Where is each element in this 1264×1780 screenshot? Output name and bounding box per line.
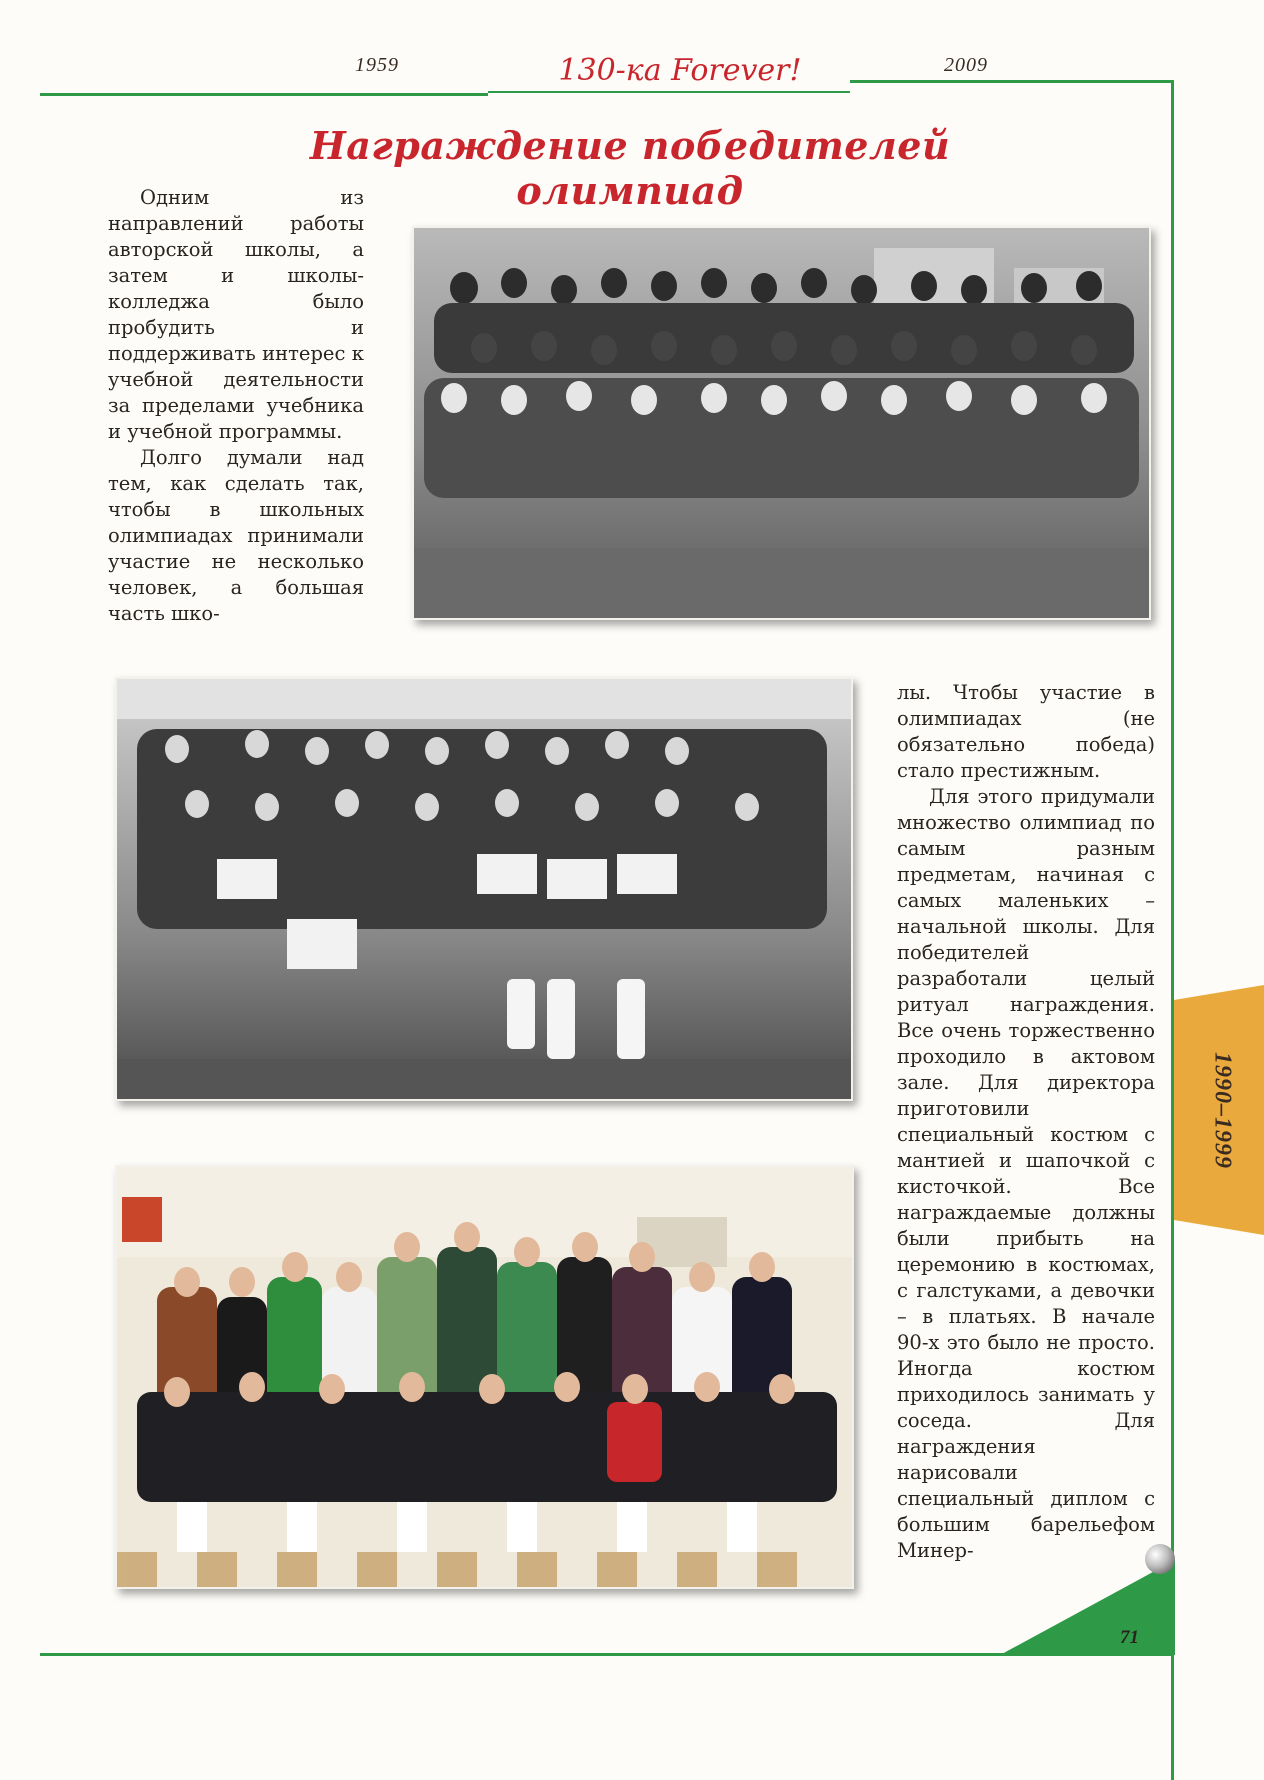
header-year-start: 1959 — [355, 54, 399, 76]
group-photo-3 — [115, 1165, 854, 1589]
decade-tab-label: 1990–1999 — [1209, 1051, 1236, 1169]
left-paragraph-1: Одним из направлений работы авторской школы, а затем и школы-колледжа было пробудить и поддерживать интерес к учебной деятельности за пределами учебника и учебной программы. — [108, 186, 364, 443]
frame-line-top-right — [850, 80, 1174, 83]
group-photo-1 — [412, 226, 1151, 620]
masthead-text: 130-ка Forever! — [558, 53, 802, 88]
corner-green-wedge — [1000, 1560, 1175, 1655]
right-paragraph-1: лы. Чтобы участие в олимпиадах (не обязательно победа) стало престижным. — [897, 681, 1155, 782]
page-number: 71 — [1120, 1627, 1139, 1648]
group-photo-2 — [115, 677, 853, 1101]
right-column-text — [897, 680, 1155, 1564]
frame-line-right — [1171, 80, 1174, 1780]
right-paragraph-2: Для этого придумали множество олимпиад по самым разным предметам, начиная с самых маленьких – начальной школы. Для победителей разработали целый ритуал награждения. Все очень торжественно проходило в актовом зале. Для директора приготовили специальный костюм с мантией и шапочкой с кисточкой. Все награждаемые должны были прибыть на церемонию в костюмах, с галстуками, а девочки – в платьях. В начале 90-х это было не просто. Иногда костюм приходилось занимать у соседа. Для награждения нарисовали специальный диплом с большим барельефом Минер- — [897, 785, 1155, 1562]
masthead-logo — [500, 44, 860, 88]
left-paragraph-2: Долго думали над тем, как сделать так, чтобы в школьных олимпиадах принимали участие не несколько человек, а большая часть шко- — [108, 446, 364, 625]
corner-ball-ornament — [1145, 1544, 1175, 1574]
header-year-end: 2009 — [944, 54, 988, 76]
article-title: Награждение победителей олимпиад — [309, 123, 951, 213]
left-column-text — [108, 185, 364, 627]
masthead-script-logo — [500, 44, 860, 88]
masthead-underline — [488, 91, 850, 93]
frame-line-top-left — [40, 93, 488, 96]
